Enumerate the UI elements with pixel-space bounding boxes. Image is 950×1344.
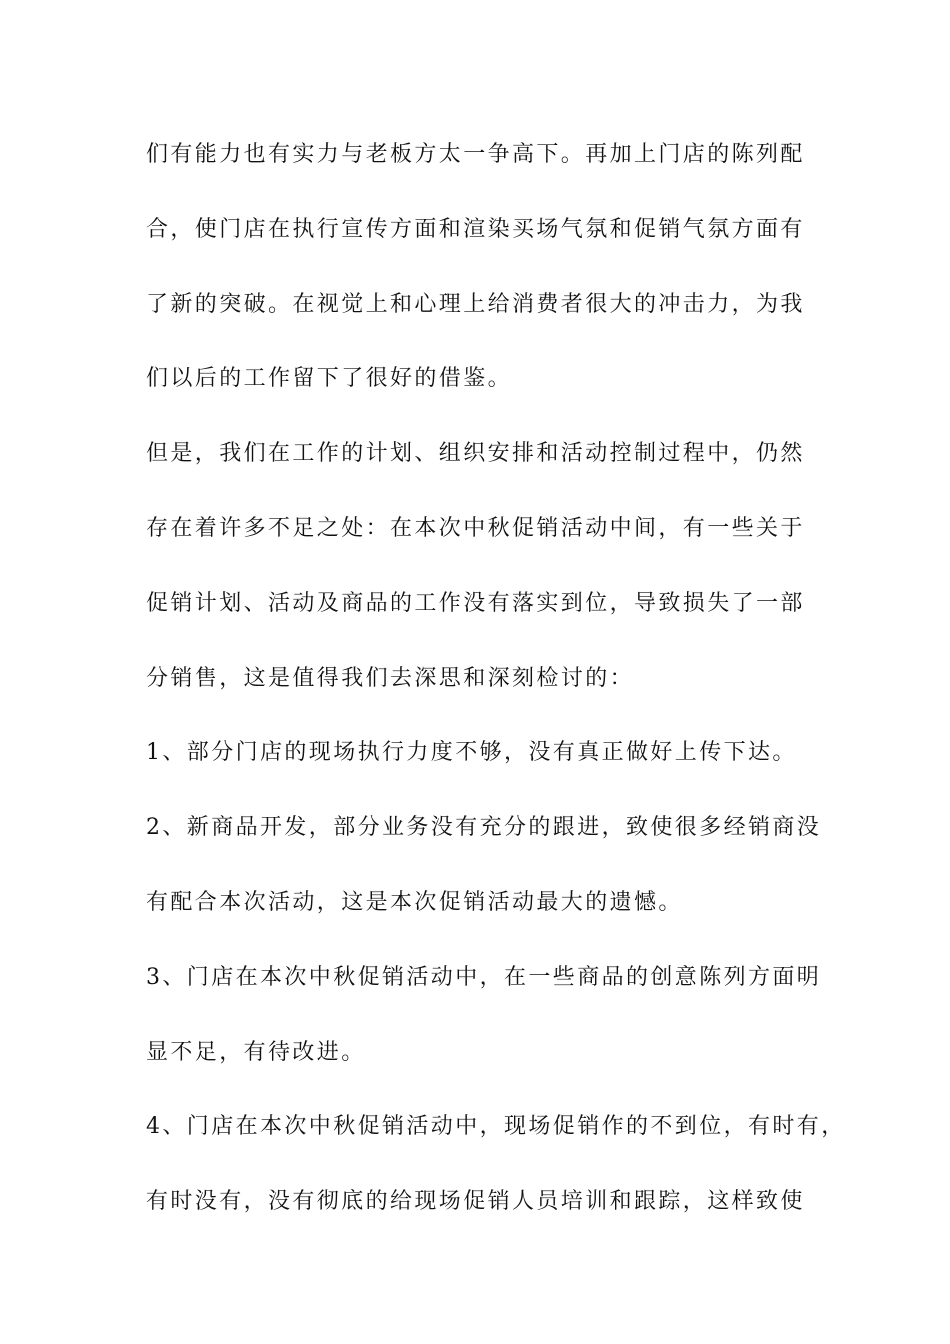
list-item-1: 1、部分门店的现场执行力度不够，没有真正做好上传下达。 [146,740,797,766]
text-line: 们有能力也有实力与老板方太一争高下。再加上门店的陈列配 [146,142,805,167]
text-line: 有时没有，没有彻底的给现场促销人员培训和跟踪，这样致使 [146,1189,805,1215]
text-line: 促销计划、活动及商品的工作没有落实到位，导致损失了一部 [146,590,805,616]
list-item-3: 3、门店在本次中秋促销活动中，在一些商品的创意陈列方面明 [146,964,822,990]
list-item-4: 4、门店在本次中秋促销活动中，现场促销作的不到位，有时有， [146,1114,846,1140]
text-line: 分销售，这是值得我们去深思和深刻检讨的： [146,665,635,691]
text-line: 但是，我们在工作的计划、组织安排和活动控制过程中，仍然 [146,441,805,467]
list-item-2: 2、新商品开发，部分业务没有充分的跟进，致使很多经销商没 [146,815,822,841]
text-line: 合，使门店在执行宣传方面和渲染买场气氛和促销气氛方面有 [146,216,805,242]
text-line: 显不足，有待改进。 [146,1039,366,1065]
body-text [146,128,846,1250]
text-line: 有配合本次活动，这是本次促销活动最大的遗憾。 [146,889,683,915]
text-line: 了新的突破。在视觉上和心理上给消费者很大的冲击力，为我 [146,291,805,317]
text-line: 们以后的工作留下了很好的借鉴。 [146,366,513,392]
text-line: 存在着许多不足之处：在本次中秋促销活动中间，有一些关于 [146,515,805,541]
